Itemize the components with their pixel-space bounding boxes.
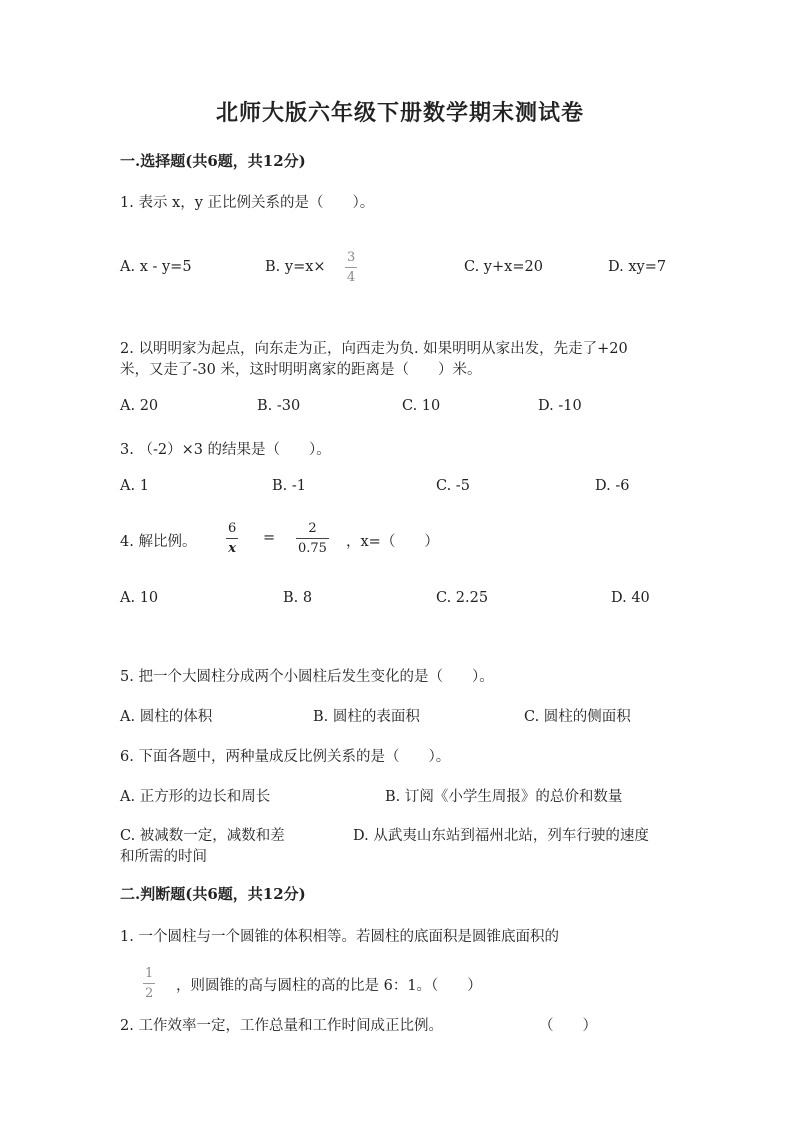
question-3-option-d: D. -6 <box>595 478 630 494</box>
fraction-denominator: 2 <box>145 986 154 1001</box>
question-2-option-b: B. -30 <box>257 398 301 414</box>
question-1-option-a: A. x - y=5 <box>120 259 192 275</box>
question-2-stem-line2: 米，又走了-30 米，这时明明离家的距离是（ ）米。 <box>120 362 482 378</box>
fraction-numerator: 3 <box>347 250 356 265</box>
question-6-option-c: C. 被减数一定，减数和差 <box>120 828 285 844</box>
judgment-2-answer-blank[interactable]: （ ） <box>539 1018 597 1034</box>
fraction-denominator: 4 <box>347 270 356 285</box>
question-5-option-c: C. 圆柱的侧面积 <box>524 709 631 725</box>
question-3-option-a: A. 1 <box>120 478 149 494</box>
question-4-suffix: ，x=（ ） <box>346 534 439 550</box>
question-4-equals: = <box>263 530 276 546</box>
question-1-option-c: C. y+x=20 <box>464 259 543 275</box>
question-6-option-b: B. 订阅《小学生周报》的总价和数量 <box>385 789 623 805</box>
question-5-option-a: A. 圆柱的体积 <box>120 709 213 725</box>
question-4-option-b: B. 8 <box>283 590 313 606</box>
question-6-option-d: D. 从武夷山东站到福州北站，列车行驶的速度 <box>353 828 649 844</box>
fraction-numerator: 2 <box>308 521 317 536</box>
question-2-option-a: A. 20 <box>120 398 159 414</box>
fraction-numerator: 1 <box>145 966 154 981</box>
question-1-option-d: D. xy=7 <box>608 259 667 275</box>
question-4-option-d: D. 40 <box>611 590 650 606</box>
question-6-option-d-continued: 和所需的时间 <box>120 849 207 865</box>
question-4-option-c: C. 2.25 <box>436 590 489 606</box>
section-heading-judgment: 二.判断题(共6题，共12分) <box>120 885 306 903</box>
question-4-fraction-left <box>226 522 238 555</box>
question-5-stem: 5. 把一个大圆柱分成两个小圆柱后发生变化的是（ ）。 <box>120 669 494 685</box>
section-heading-choice: 一.选择题(共6题，共12分) <box>120 152 306 170</box>
question-2-option-d: D. -10 <box>538 398 582 414</box>
judgment-1-fraction <box>143 967 155 1000</box>
fraction-numerator: 6 <box>228 521 237 536</box>
question-6-option-a: A. 正方形的边长和周长 <box>120 789 271 805</box>
question-4-option-a: A. 10 <box>120 590 159 606</box>
question-2-stem-line1: 2. 以明明家为起点，向东走为正，向西走为负. 如果明明从家出发，先走了+20 <box>120 341 628 357</box>
question-4-prefix: 4. 解比例。 <box>120 534 197 550</box>
question-3-option-b: B. -1 <box>272 478 306 494</box>
question-3-stem: 3. （-2）×3 的结果是（ ）。 <box>120 442 331 458</box>
question-2-option-c: C. 10 <box>402 398 441 414</box>
judgment-1-line2: ，则圆锥的高与圆柱的高的比是 6：1。（ ） <box>176 978 482 994</box>
judgment-2-stem: 2. 工作效率一定，工作总量和工作时间成正比例。 <box>120 1018 443 1034</box>
question-5-option-b: B. 圆柱的表面积 <box>313 709 420 725</box>
question-1-option-b: B. y=x× <box>265 259 326 275</box>
question-1-stem: 1. 表示 x，y 正比例关系的是（ ）。 <box>120 195 375 211</box>
question-6-stem: 6. 下面各题中，两种量成反比例关系的是（ ）。 <box>120 749 451 765</box>
question-4-fraction-right <box>296 522 329 555</box>
question-3-option-c: C. -5 <box>436 478 470 494</box>
fraction-denominator: 0.75 <box>298 541 327 556</box>
fraction-denominator: x <box>228 541 237 556</box>
judgment-1-line1: 1. 一个圆柱与一个圆锥的体积相等。若圆柱的底面积是圆锥底面积的 <box>120 929 559 945</box>
page-title: 北师大版六年级下册数学期末测试卷 <box>215 100 584 126</box>
question-1-fraction <box>345 251 357 284</box>
